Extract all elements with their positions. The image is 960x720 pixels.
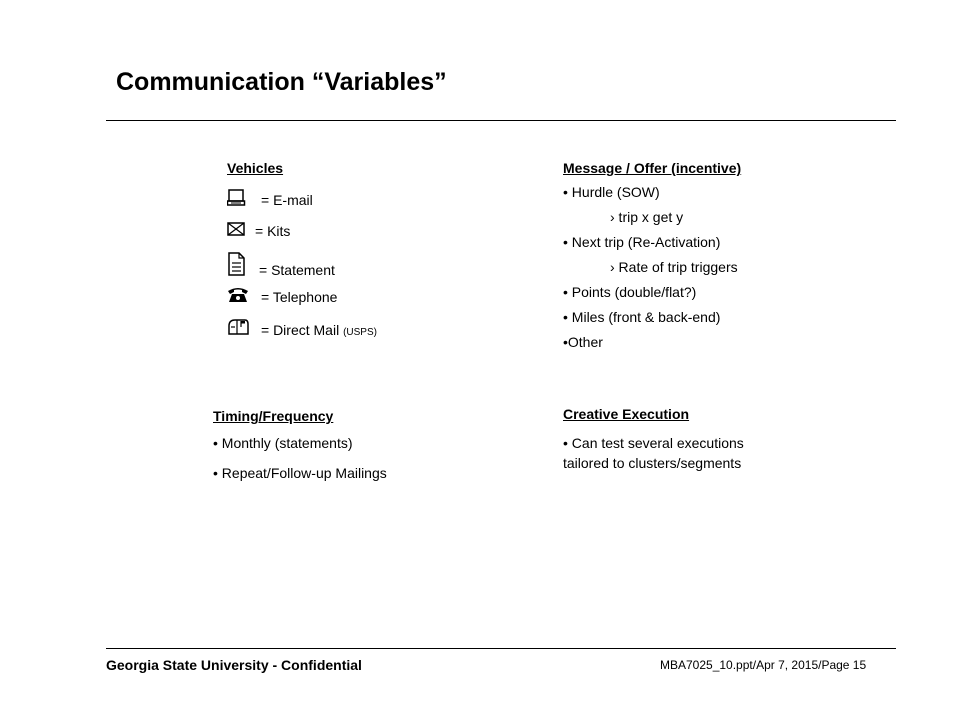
- vehicles-heading: Vehicles: [227, 160, 284, 176]
- vehicle-direct-mail-note: (USPS): [343, 327, 377, 338]
- message-heading: Message / Offer (incentive): [563, 160, 742, 176]
- vehicle-direct-mail: [227, 318, 377, 342]
- document-icon: [227, 252, 247, 281]
- vehicle-direct-mail-label: = Direct Mail: [261, 322, 340, 338]
- footer-page-info: MBA7025_10.ppt/Apr 7, 2015/Page 15: [660, 658, 867, 672]
- message-subline: › trip x get y: [610, 209, 684, 225]
- keyboard-icon: [227, 189, 247, 212]
- vehicle-kits: [227, 219, 290, 243]
- envelope-x-icon: [227, 221, 247, 242]
- message-subline: › Rate of trip triggers: [610, 259, 738, 275]
- creative-line: tailored to clusters/segments: [563, 455, 742, 471]
- creative-line: • Can test several executions: [563, 435, 744, 451]
- vehicle-kits-label: = Kits: [255, 223, 291, 239]
- timing-line: • Monthly (statements): [213, 435, 353, 451]
- creative-heading: Creative Execution: [563, 406, 690, 422]
- slide-title: Communication “Variables”: [116, 68, 447, 96]
- vehicle-statement: [227, 252, 335, 280]
- vehicle-statement-label: = Statement: [259, 262, 335, 278]
- message-line: • Next trip (Re-Activation): [563, 234, 721, 250]
- timing-heading: Timing/Frequency: [213, 408, 334, 424]
- vehicle-email-label: = E-mail: [261, 192, 313, 208]
- footer-divider: [106, 648, 896, 649]
- message-line: • Miles (front & back-end): [563, 309, 721, 325]
- mailbox-icon: [227, 318, 249, 343]
- title-divider: [106, 120, 896, 121]
- timing-line: • Repeat/Follow-up Mailings: [213, 465, 387, 481]
- telephone-icon: [227, 286, 249, 309]
- message-line: • Hurdle (SOW): [563, 184, 660, 200]
- footer-organization: Georgia State University - Confidential: [106, 657, 362, 673]
- message-line: •Other: [563, 334, 603, 350]
- vehicle-email: [227, 188, 313, 212]
- vehicle-telephone-label: = Telephone: [261, 289, 338, 305]
- vehicle-telephone: [227, 285, 337, 309]
- message-line: • Points (double/flat?): [563, 284, 697, 300]
